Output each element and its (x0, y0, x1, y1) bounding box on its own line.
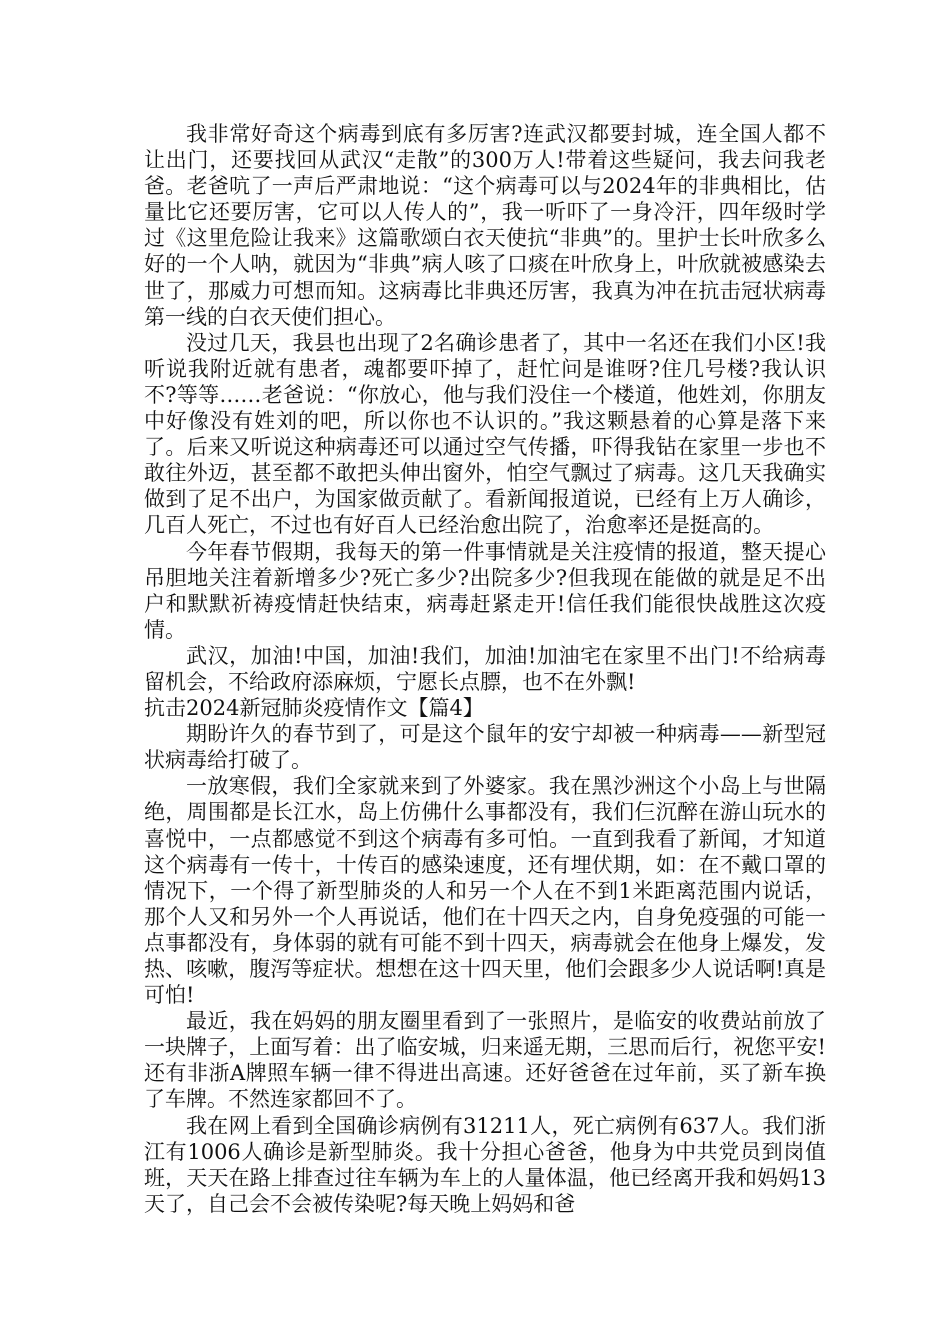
section-heading: 抗击2024新冠肺炎疫情作文【篇4】 (144, 696, 484, 721)
paragraph: 期盼许久的春节到了，可是这个鼠年的安宁却被一种病毒——新型冠状病毒给打破了。 (144, 722, 826, 773)
paragraph: 武汉，加油!中国，加油!我们，加油!加油宅在家里不出门!不给病毒留机会，不给政府添麻烦，宁愿长点膘，也不在外飘! (144, 643, 826, 694)
paragraph: 没过几天，我县也出现了2名确诊患者了，其中一名还在我们小区!我听说我附近就有患者，魂都要吓掉了，赶忙问是谁呀?住几号楼?我认识不?等等……老爸说：“你放心，他与我们没住一个楼道，他姓刘，你朋友中好像没有姓刘的吧，所以你也不认识的。”我这颗悬着的心算是落下来了。后来又听说这种病毒还可以通过空气传播，吓得我钻在家里一步也不敢往外迈，甚至都不敢把头伸出窗外，怕空气飘过了病毒。这几天我确实做到了足不出户，为国家做贡献了。看新闻报道说，已经有上万人确诊，几百人死亡，不过也有好百人已经治愈出院了，治愈率还是挺高的。 (144, 330, 826, 538)
document-body (144, 121, 826, 1217)
paragraph: 我在网上看到全国确诊病例有31211人，死亡病例有637人。我们浙江有1006人确诊是新型肺炎。我十分担心爸爸，他身为中共党员到岗值班，天天在路上排查过往车辆为车上的人量体温，他已经离开我和妈妈13天了，自己会不会被传染呢?每天晚上妈妈和爸 (144, 1113, 826, 1216)
paragraph: 一放寒假，我们全家就来到了外婆家。我在黑沙洲这个小岛上与世隔绝，周围都是长江水，岛上仿佛什么事都没有，我们仨沉醉在游山玩水的喜悦中，一点都感觉不到这个病毒有多可怕。一直到我看了新闻，才知道这个病毒有一传十，十传百的感染速度，还有埋伏期，如：在不戴口罩的情况下，一个得了新型肺炎的人和另一个人在不到1米距离范围内说话，那个人又和另外一个人再说话，他们在十四天之内，自身免疫强的可能一点事都没有，身体弱的就有可能不到十四天，病毒就会在他身上爆发，发热、咳嗽，腹泻等症状。想想在这十四天里，他们会跟多少人说话啊!真是可怕! (144, 774, 826, 1008)
paragraph: 我非常好奇这个病毒到底有多厉害?连武汉都要封城，连全国人都不让出门，还要找回从武汉“走散”的300万人!带着这些疑问，我去问我老爸。老爸吭了一声后严肃地说：“这个病毒可以与2024年的非典相比，估量比它还要厉害，它可以人传人的”，我一听吓了一身冷汗，四年级时学过《这里危险让我来》这篇歌颂白衣天使抗“非典”的。里护士长叶欣多么好的一个人呐，就因为“非典”病人咳了口痰在叶欣身上，叶欣就被感染去世了，那威力可想而知。这病毒比非典还厉害，我真为冲在抗击冠状病毒第一线的白衣天使们担心。 (144, 122, 826, 329)
paragraph: 今年春节假期，我每天的第一件事情就是关注疫情的报道，整天提心吊胆地关注着新增多少?死亡多少?出院多少?但我现在能做的就是足不出户和默默祈祷疫情赶快结束，病毒赶紧走开!信任我们能很快战胜这次疫情。 (144, 539, 826, 642)
paragraph: 最近，我在妈妈的朋友圈里看到了一张照片，是临安的收费站前放了一块牌子，上面写着：出了临安城，归来遥无期，三思而后行，祝您平安!还有非浙A牌照车辆一律不得进出高速。还好爸爸在过年前，买了新车换了车牌。不然连家都回不了。 (144, 1009, 826, 1112)
